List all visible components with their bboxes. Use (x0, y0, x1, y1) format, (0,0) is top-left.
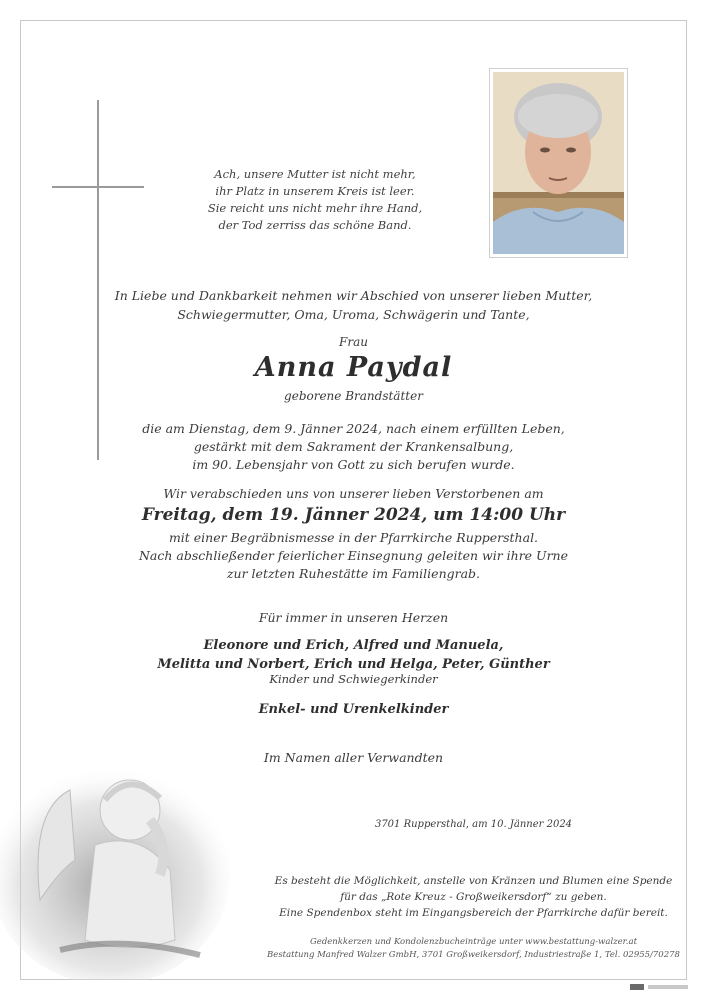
poem-line: Ach, unsere Mutter ist nicht mehr, (214, 167, 416, 181)
portrait-photo (489, 68, 628, 258)
funeral-date: Freitag, dem 19. Jänner 2024, um 14:00 Uhr (141, 505, 566, 525)
intro-line: Schwiegermutter, Oma, Uroma, Schwägerin und Tante, (177, 307, 530, 322)
funeral-intro: Wir verabschieden uns von unserer lieben Verstorbenen am (163, 486, 544, 501)
death-notice (0, 420, 707, 474)
cross-icon-vertical (97, 100, 99, 460)
mourners-names (0, 636, 707, 674)
intro-text (0, 286, 707, 324)
funeral-details (0, 529, 707, 583)
mourners-heading: Für immer in unseren Herzen (258, 610, 449, 625)
death-line: im 90. Lebensjahr von Gott zu sich berufen wurde. (192, 457, 515, 472)
footer-line: Bestattung Manfred Walzer GmbH, 3701 Großweikersdorf, Industriestraße 1, Tel. 02955/70278 (267, 950, 680, 960)
donation-line: Eine Spendenbox steht im Eingangsbereich der Pfarrkirche dafür bereit. (279, 907, 668, 919)
intro-line: In Liebe und Dankbarkeit nehmen wir Abschied von unserer lieben Mutter, (114, 288, 593, 303)
poem (160, 166, 470, 234)
angel-icon (0, 750, 235, 980)
portrait-image (493, 72, 624, 254)
logo-marks (630, 983, 690, 991)
salutation: Frau (339, 335, 368, 349)
funeral-line: Nach abschließender feierlicher Einsegnung geleiten wir ihre Urne (138, 548, 568, 563)
place-date: 3701 Ruppersthal, am 10. Jänner 2024 (374, 819, 573, 830)
mourners-line: Melitta und Norbert, Erich und Helga, Peter, Günther (157, 657, 550, 672)
donation-line: Es besteht die Möglichkeit, anstelle von Kränzen und Blumen eine Spende (274, 875, 673, 887)
footer-line: Gedenkkerzen und Kondolenzbucheinträge unter www.bestattung-walzer.at (310, 937, 637, 947)
funeral-line: zur letzten Ruhestätte im Familiengrab. (226, 566, 481, 581)
grandchildren: Enkel- und Urenkelkinder (258, 702, 449, 717)
cross-icon-horizontal (52, 186, 144, 188)
poem-line: ihr Platz in unserem Kreis ist leer. (215, 184, 415, 198)
poem-line: Sie reicht uns nicht mehr ihre Hand, (207, 201, 423, 215)
birth-name: geborene Brandstätter (284, 389, 423, 403)
funeral-line: mit einer Begräbnismesse in der Pfarrkirche Ruppersthal. (168, 530, 539, 545)
mourners-line: Eleonore und Erich, Alfred und Manuela, (203, 638, 504, 653)
death-line: die am Dienstag, dem 9. Jänner 2024, nach einem erfüllten Leben, (142, 421, 565, 436)
donation-line: für das „Rote Kreuz - Großweikersdorf“ zu geben. (340, 891, 607, 903)
deceased-name: Anna Paydal (254, 352, 453, 383)
mourners-relation: Kinder und Schwiegerkinder (269, 672, 438, 686)
on-behalf: Im Namen aller Verwandten (263, 750, 444, 765)
death-line: gestärkt mit dem Sakrament der Krankensalbung, (193, 439, 514, 454)
poem-line: der Tod zerriss das schöne Band. (218, 218, 412, 232)
